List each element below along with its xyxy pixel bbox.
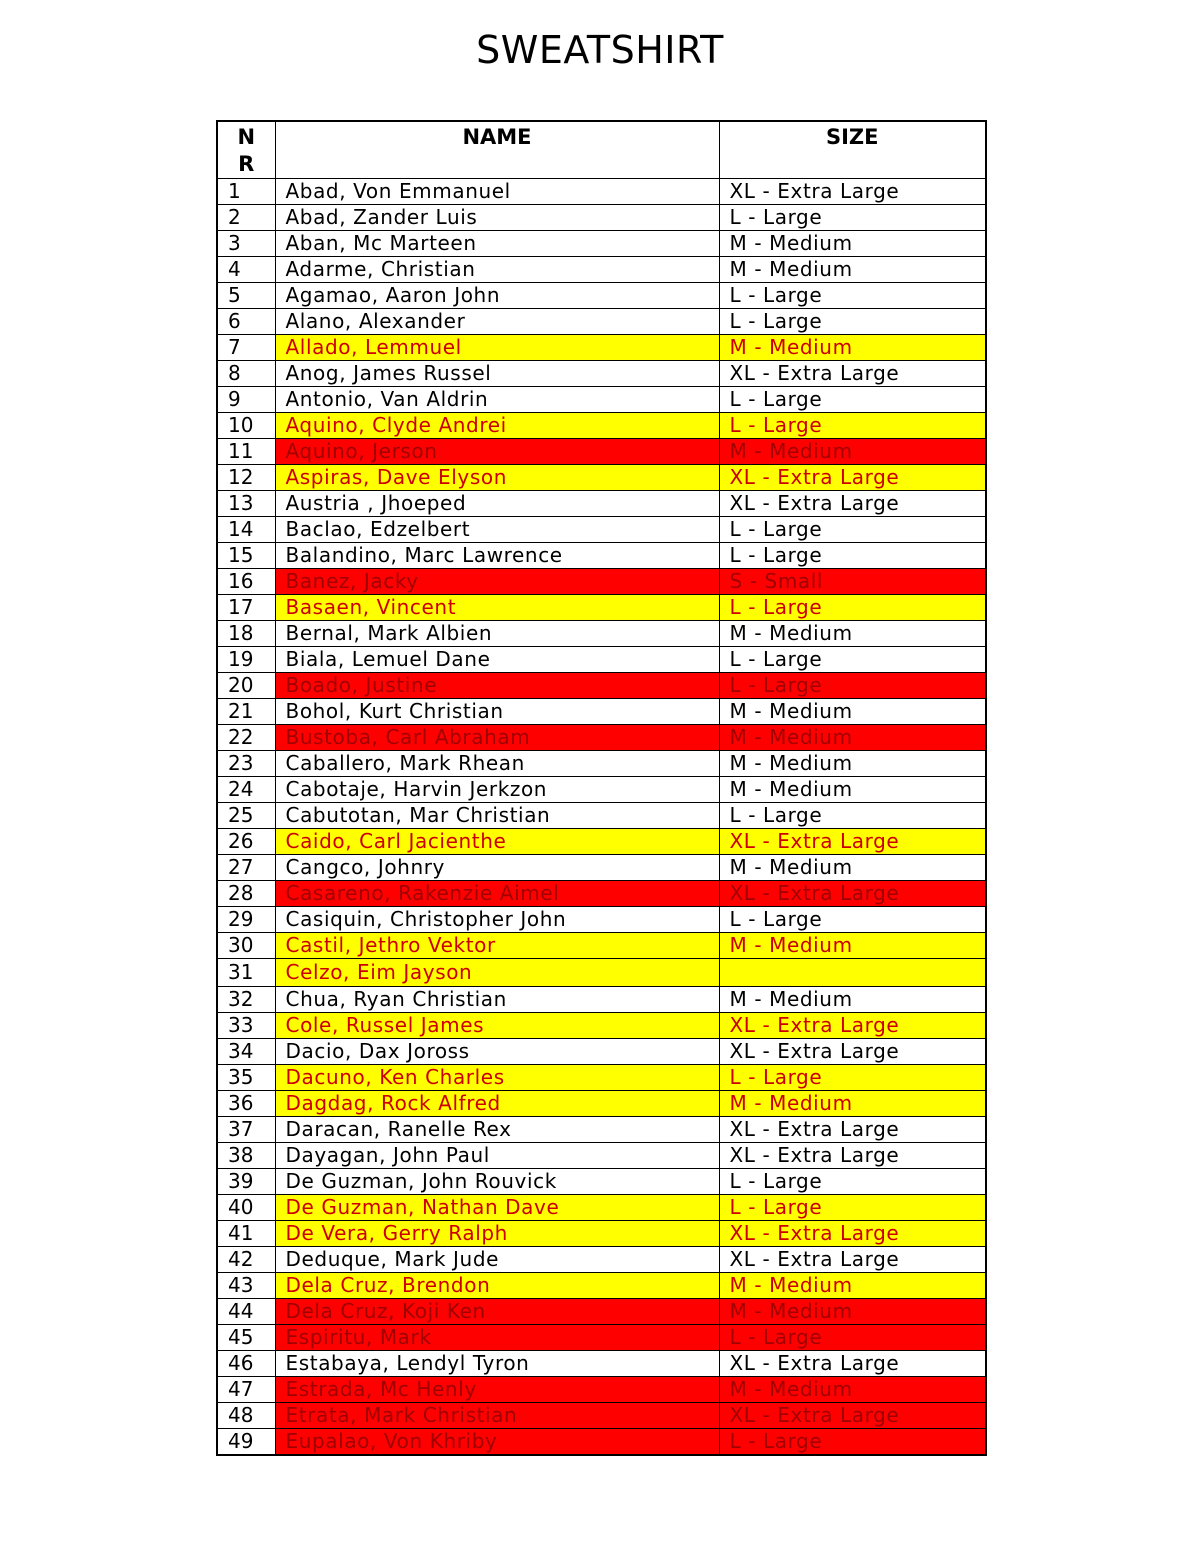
cell-nr: 38: [217, 1143, 275, 1169]
table-row: [217, 439, 986, 465]
cell-nr: 13: [217, 491, 275, 517]
cell-name: Cole, Russel James: [275, 1013, 719, 1039]
cell-size: L - Large: [719, 673, 986, 699]
table-row: [217, 1195, 986, 1221]
table-body: [217, 179, 986, 1456]
sweatshirt-size-table: [216, 120, 987, 1456]
table-row: [217, 1403, 986, 1429]
cell-nr: 2: [217, 205, 275, 231]
table-row: [217, 699, 986, 725]
cell-name: Dayagan, John Paul: [275, 1143, 719, 1169]
table-row: [217, 933, 986, 959]
cell-nr: 42: [217, 1247, 275, 1273]
cell-nr: 19: [217, 647, 275, 673]
cell-size: XL - Extra Large: [719, 361, 986, 387]
cell-nr: 1: [217, 179, 275, 205]
cell-name: Etrata, Mark Christian: [275, 1403, 719, 1429]
cell-name: Bustoba, Carl Abraham: [275, 725, 719, 751]
cell-size: M - Medium: [719, 855, 986, 881]
table-row: [217, 1273, 986, 1299]
cell-nr: 37: [217, 1117, 275, 1143]
cell-name: Deduque, Mark Jude: [275, 1247, 719, 1273]
cell-name: Celzo, Eim Jayson: [275, 959, 719, 987]
cell-size: L - Large: [719, 803, 986, 829]
cell-name: Adarme, Christian: [275, 257, 719, 283]
table-row: [217, 1429, 986, 1456]
cell-name: Dela Cruz, Brendon: [275, 1273, 719, 1299]
cell-nr: 43: [217, 1273, 275, 1299]
cell-nr: 48: [217, 1403, 275, 1429]
cell-size: L - Large: [719, 907, 986, 933]
cell-size: XL - Extra Large: [719, 1351, 986, 1377]
cell-name: Alano, Alexander: [275, 309, 719, 335]
table-row: [217, 335, 986, 361]
cell-size: XL - Extra Large: [719, 1403, 986, 1429]
cell-size: XL - Extra Large: [719, 881, 986, 907]
cell-size: M - Medium: [719, 933, 986, 959]
cell-nr: 32: [217, 987, 275, 1013]
cell-nr: 6: [217, 309, 275, 335]
cell-nr: 11: [217, 439, 275, 465]
table-row: [217, 1117, 986, 1143]
cell-nr: 22: [217, 725, 275, 751]
cell-size: M - Medium: [719, 621, 986, 647]
cell-nr: 30: [217, 933, 275, 959]
cell-size: L - Large: [719, 595, 986, 621]
table-row: [217, 413, 986, 439]
table-row: [217, 205, 986, 231]
cell-nr: 40: [217, 1195, 275, 1221]
table-row: [217, 387, 986, 413]
table-row: [217, 1091, 986, 1117]
cell-size: XL - Extra Large: [719, 1117, 986, 1143]
cell-size: M - Medium: [719, 335, 986, 361]
cell-name: Balandino, Marc Lawrence: [275, 543, 719, 569]
cell-name: Boado, Justine: [275, 673, 719, 699]
table-row: [217, 283, 986, 309]
table-row: [217, 1065, 986, 1091]
cell-size: M - Medium: [719, 1299, 986, 1325]
cell-nr: 18: [217, 621, 275, 647]
cell-size: [719, 959, 986, 987]
cell-nr: 24: [217, 777, 275, 803]
cell-name: Agamao, Aaron John: [275, 283, 719, 309]
cell-nr: 23: [217, 751, 275, 777]
cell-name: Cabutotan, Mar Christian: [275, 803, 719, 829]
cell-nr: 35: [217, 1065, 275, 1091]
header-name: NAME: [275, 121, 719, 179]
table-row: [217, 595, 986, 621]
table-row: [217, 491, 986, 517]
cell-nr: 16: [217, 569, 275, 595]
cell-size: M - Medium: [719, 987, 986, 1013]
cell-size: M - Medium: [719, 1273, 986, 1299]
table-row: [217, 361, 986, 387]
cell-nr: 7: [217, 335, 275, 361]
table-row: [217, 621, 986, 647]
header-nr-label: N R: [237, 125, 256, 176]
cell-size: XL - Extra Large: [719, 465, 986, 491]
cell-size: L - Large: [719, 517, 986, 543]
cell-nr: 41: [217, 1221, 275, 1247]
table-row: [217, 907, 986, 933]
table-row: [217, 257, 986, 283]
cell-name: Espiritu, Mark: [275, 1325, 719, 1351]
cell-name: Estabaya, Lendyl Tyron: [275, 1351, 719, 1377]
table-row: [217, 179, 986, 205]
cell-name: Bernal, Mark Albien: [275, 621, 719, 647]
table-row: [217, 1247, 986, 1273]
cell-size: L - Large: [719, 1065, 986, 1091]
cell-size: M - Medium: [719, 257, 986, 283]
cell-name: Biala, Lemuel Dane: [275, 647, 719, 673]
table-row: [217, 855, 986, 881]
table-row: [217, 309, 986, 335]
cell-name: De Vera, Gerry Ralph: [275, 1221, 719, 1247]
cell-nr: 4: [217, 257, 275, 283]
cell-name: Caballero, Mark Rhean: [275, 751, 719, 777]
cell-size: L - Large: [719, 413, 986, 439]
table-row: [217, 673, 986, 699]
cell-name: Aspiras, Dave Elyson: [275, 465, 719, 491]
cell-name: De Guzman, John Rouvick: [275, 1169, 719, 1195]
cell-nr: 12: [217, 465, 275, 491]
cell-nr: 14: [217, 517, 275, 543]
cell-nr: 20: [217, 673, 275, 699]
document-title: SWEATSHIRT: [476, 28, 724, 72]
table-row: [217, 1377, 986, 1403]
cell-name: Basaen, Vincent: [275, 595, 719, 621]
cell-size: L - Large: [719, 647, 986, 673]
cell-name: Eupalao, Von Khriby: [275, 1429, 719, 1456]
cell-nr: 28: [217, 881, 275, 907]
cell-nr: 33: [217, 1013, 275, 1039]
cell-size: XL - Extra Large: [719, 1221, 986, 1247]
cell-name: Banez, Jacky: [275, 569, 719, 595]
cell-name: Antonio, Van Aldrin: [275, 387, 719, 413]
cell-nr: 29: [217, 907, 275, 933]
table-row: [217, 1039, 986, 1065]
table-row: [217, 231, 986, 257]
cell-nr: 9: [217, 387, 275, 413]
cell-name: Dacuno, Ken Charles: [275, 1065, 719, 1091]
cell-name: De Guzman, Nathan Dave: [275, 1195, 719, 1221]
cell-size: L - Large: [719, 543, 986, 569]
cell-nr: 10: [217, 413, 275, 439]
cell-nr: 15: [217, 543, 275, 569]
table-row: [217, 777, 986, 803]
cell-size: L - Large: [719, 1169, 986, 1195]
cell-size: XL - Extra Large: [719, 1143, 986, 1169]
cell-size: L - Large: [719, 1429, 986, 1456]
cell-name: Dagdag, Rock Alfred: [275, 1091, 719, 1117]
cell-nr: 45: [217, 1325, 275, 1351]
cell-size: L - Large: [719, 1195, 986, 1221]
cell-nr: 21: [217, 699, 275, 725]
cell-name: Austria , Jhoeped: [275, 491, 719, 517]
cell-name: Estrada, Mc Henly: [275, 1377, 719, 1403]
cell-nr: 36: [217, 1091, 275, 1117]
table-row: [217, 829, 986, 855]
cell-size: M - Medium: [719, 699, 986, 725]
cell-name: Chua, Ryan Christian: [275, 987, 719, 1013]
cell-nr: 27: [217, 855, 275, 881]
table-row: [217, 1299, 986, 1325]
cell-size: XL - Extra Large: [719, 491, 986, 517]
table-row: [217, 517, 986, 543]
cell-size: XL - Extra Large: [719, 1013, 986, 1039]
table-row: [217, 1221, 986, 1247]
cell-size: XL - Extra Large: [719, 1039, 986, 1065]
table-row: [217, 543, 986, 569]
cell-size: XL - Extra Large: [719, 179, 986, 205]
cell-name: Aquino, Clyde Andrei: [275, 413, 719, 439]
table-row: [217, 751, 986, 777]
cell-size: M - Medium: [719, 725, 986, 751]
cell-nr: 26: [217, 829, 275, 855]
cell-nr: 31: [217, 959, 275, 987]
cell-nr: 25: [217, 803, 275, 829]
cell-size: L - Large: [719, 283, 986, 309]
cell-nr: 34: [217, 1039, 275, 1065]
cell-name: Dela Cruz, Koji Ken: [275, 1299, 719, 1325]
cell-size: M - Medium: [719, 751, 986, 777]
cell-name: Casiquin, Christopher John: [275, 907, 719, 933]
cell-nr: 3: [217, 231, 275, 257]
cell-name: Baclao, Edzelbert: [275, 517, 719, 543]
cell-size: L - Large: [719, 387, 986, 413]
table-row: [217, 569, 986, 595]
table-header-row: [217, 121, 986, 179]
table-row: [217, 1351, 986, 1377]
cell-name: Castil, Jethro Vektor: [275, 933, 719, 959]
table-row: [217, 725, 986, 751]
cell-nr: 17: [217, 595, 275, 621]
cell-nr: 5: [217, 283, 275, 309]
cell-size: L - Large: [719, 309, 986, 335]
cell-size: L - Large: [719, 1325, 986, 1351]
cell-size: M - Medium: [719, 1091, 986, 1117]
header-nr: [217, 121, 275, 179]
cell-size: M - Medium: [719, 231, 986, 257]
cell-name: Abad, Von Emmanuel: [275, 179, 719, 205]
cell-nr: 47: [217, 1377, 275, 1403]
cell-name: Bohol, Kurt Christian: [275, 699, 719, 725]
cell-name: Casareno, Rakenzie Aimel: [275, 881, 719, 907]
table-row: [217, 647, 986, 673]
cell-size: L - Large: [719, 205, 986, 231]
cell-name: Aban, Mc Marteen: [275, 231, 719, 257]
cell-name: Allado, Lemmuel: [275, 335, 719, 361]
cell-size: XL - Extra Large: [719, 829, 986, 855]
cell-name: Cabotaje, Harvin Jerkzon: [275, 777, 719, 803]
table-row: [217, 1169, 986, 1195]
cell-name: Abad, Zander Luis: [275, 205, 719, 231]
cell-name: Caido, Carl Jacienthe: [275, 829, 719, 855]
table-row: [217, 987, 986, 1013]
cell-name: Anog, James Russel: [275, 361, 719, 387]
cell-name: Cangco, Johnry: [275, 855, 719, 881]
cell-name: Daracan, Ranelle Rex: [275, 1117, 719, 1143]
cell-name: Aquino, Jerson: [275, 439, 719, 465]
header-size: SIZE: [719, 121, 986, 179]
cell-nr: 39: [217, 1169, 275, 1195]
cell-size: XL - Extra Large: [719, 1247, 986, 1273]
cell-nr: 44: [217, 1299, 275, 1325]
table-row: [217, 959, 986, 987]
cell-nr: 8: [217, 361, 275, 387]
cell-size: S - Small: [719, 569, 986, 595]
cell-size: M - Medium: [719, 439, 986, 465]
cell-name: Dacio, Dax Joross: [275, 1039, 719, 1065]
table-row: [217, 1013, 986, 1039]
table-row: [217, 465, 986, 491]
cell-nr: 46: [217, 1351, 275, 1377]
cell-nr: 49: [217, 1429, 275, 1456]
table-row: [217, 803, 986, 829]
cell-size: M - Medium: [719, 1377, 986, 1403]
cell-size: M - Medium: [719, 777, 986, 803]
table-row: [217, 1325, 986, 1351]
table-row: [217, 1143, 986, 1169]
table-row: [217, 881, 986, 907]
